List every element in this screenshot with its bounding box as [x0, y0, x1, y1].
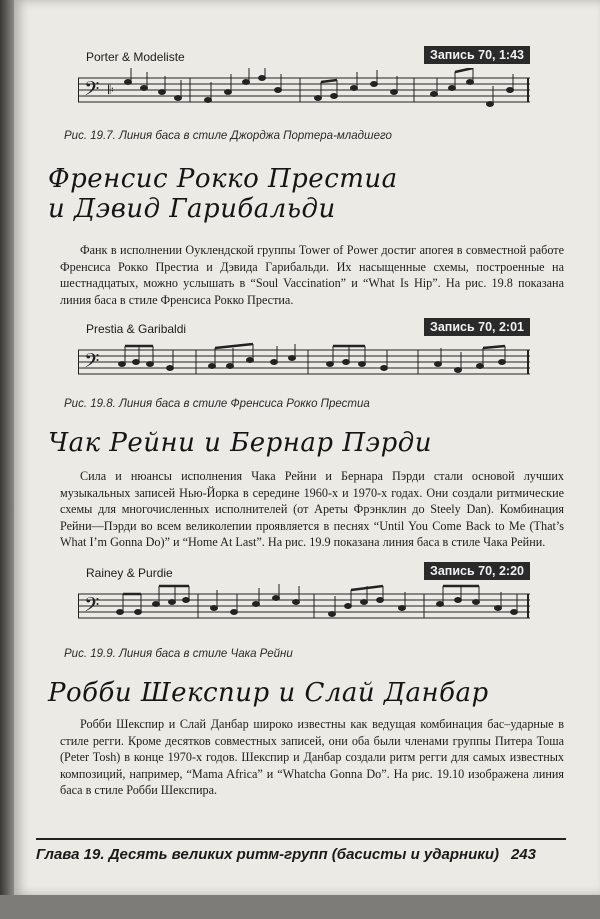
track-badge: Запись 70, 1:43 — [424, 46, 530, 64]
bass-staff — [78, 340, 530, 386]
svg-text:𝄢: 𝄢 — [84, 77, 100, 105]
section-heading — [48, 428, 432, 458]
example-label: Porter & Modeliste — [86, 50, 185, 64]
track-badge: Запись 70, 2:01 — [424, 318, 530, 336]
paragraph: Фанк в исполнении Оуклендской группы Tower of Power достиг апогея в совместной работе Френсиса Рокко Престиа и Дэвида Гарибальди. Их насыщенные схемы, построенные на шестнадцатых, можно услышать в “Soul Vaccination” и “What Is Hip”. На рис. 19.8 показана линия баса в стиле Френсиса Рокко Престиа. — [60, 243, 564, 307]
svg-text:𝄆: 𝄆 — [108, 83, 114, 97]
bass-staff — [78, 584, 530, 630]
example-label: Prestia & Garibaldi — [86, 322, 187, 336]
heading-line: Робби Шекспир и Слай Данбар — [48, 678, 489, 708]
book-page — [14, 0, 600, 895]
footer-rule — [36, 838, 566, 840]
figure-caption: Рис. 19.7. Линия баса в стиле Джорджа Портера-младшего — [64, 130, 392, 142]
svg-text:𝄢: 𝄢 — [84, 593, 100, 621]
paragraph: Сила и нюансы исполнения Чака Рейни и Бернара Пэрди стали основой лучших музыкальных записей Нью-Йорка в середине 1960-х и 1970-х годах. Они создали ритмические схемы для многочисленных исполнителей (от Ареты Фрэнклин до Steely Dan). Комбинация Рейни—Пэрди во всем великолепии проявляется в песнях “Until You Come Back to Me (That’s What I’m Gonna Do)” и “Home At Last”. На рис. 19.9 показана линия баса в стиле Чака Рейни. — [60, 469, 564, 550]
page-number: 243 — [510, 846, 536, 863]
paragraph: Робби Шекспир и Слай Данбар широко известны как ведущая комбинация бас–ударные в стиле регги. Кроме десятков совместных записей, они оба были членами группы Питера Тоша (Peter Tosh) в конце 1970-х годов. Шекспир и Данбар создали ритм регги для самых известных композиций, например, “Mama Africa” и “Whatcha Gonna Do”. На рис. 19.10 изображена линия баса в стиле Робби Шекспира. — [60, 717, 564, 798]
heading-line: Чак Рейни и Бернар Пэрди — [48, 428, 432, 458]
music-example-2 — [78, 322, 530, 392]
bass-staff — [78, 68, 530, 114]
figure-caption: Рис. 19.8. Линия баса в стиле Френсиса Рокко Престиа — [64, 398, 370, 410]
section-heading — [48, 678, 489, 708]
scan-background — [0, 895, 600, 919]
svg-text:𝄢: 𝄢 — [84, 349, 100, 377]
music-example-1 — [78, 50, 530, 120]
chapter-title: Глава 19. Десять великих ритм-групп (басисты и ударники) — [36, 846, 500, 863]
heading-line: Френсис Рокко Престиа — [48, 164, 398, 194]
heading-line: и Дэвид Гарибальди — [48, 194, 336, 224]
section-heading — [48, 164, 398, 224]
figure-caption: Рис. 19.9. Линия баса в стиле Чака Рейни — [64, 648, 293, 660]
example-label: Rainey & Purdie — [86, 566, 173, 580]
music-example-3 — [78, 566, 530, 636]
book-gutter-shadow — [0, 0, 14, 919]
track-badge: Запись 70, 2:20 — [424, 562, 530, 580]
